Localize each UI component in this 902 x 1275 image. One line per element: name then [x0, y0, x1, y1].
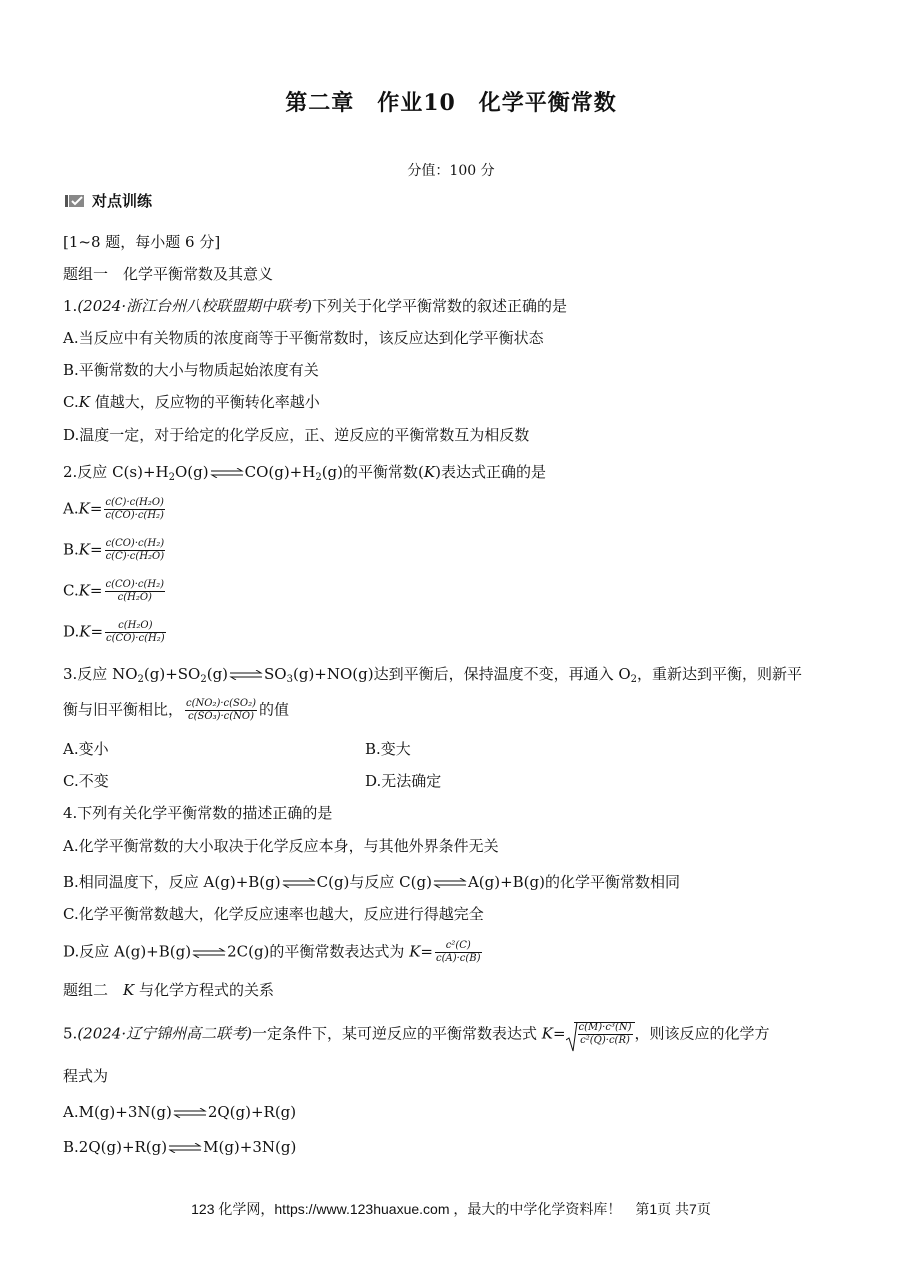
q5-option-b: B.2Q(g)+R(g) M(g)+3N(g) — [63, 1138, 297, 1156]
equilibrium-arrow-icon — [192, 948, 226, 958]
group1-title: 题组一 化学平衡常数及其意义 — [63, 265, 274, 283]
fraction: $\frac{\text{c(CO)·c(H₂)}}{\text{c(C)·c(H₂O)}}$ — [105, 538, 165, 562]
group2-title: 题组二 K 与化学方程式的关系 — [63, 981, 275, 999]
equilibrium-arrow-icon — [210, 468, 244, 478]
q2-option-d: D.K= $\frac{\text{c(H₂O)}}{\text{c(CO)·c(H₂)}}$ — [63, 620, 165, 644]
score-line: 分值：100 分 — [407, 163, 495, 179]
square-root — [566, 1022, 635, 1047]
q5-source: (2024·辽宁锦州高二联考) — [77, 1024, 252, 1043]
equilibrium-arrow-icon — [229, 670, 263, 680]
fraction: $\frac{\text{c(C)·c(H₂O)}}{\text{c(CO)·c(H₂)}}$ — [105, 497, 164, 521]
q2-option-b: B.K= $\frac{\text{c(CO)·c(H₂)}}{\text{c(C)·c(H₂O)}}$ — [63, 538, 165, 562]
section-title: 对点训练 — [92, 192, 153, 210]
section-header — [64, 190, 152, 211]
equilibrium-arrow-icon — [282, 878, 316, 888]
q4-option-d: D.反应 A(g)+B(g) 2C(g)的平衡常数表达式为 K= $\frac{\text{c²(C)}}{c(A)\cdot c(B)}$ — [63, 940, 481, 964]
q3-stem-line1: 3.反应 $NO_2(g)+SO_2(g)$ $SO_3(g)+NO(g)$达到平衡后，保持温度不变，再通入 $O_2$，重新达到平衡，则新平 — [63, 665, 803, 685]
q1-source: (2024·浙江台州八校联盟期中联考) — [77, 297, 312, 315]
q4-option-a: A.化学平衡常数的大小取决于化学反应本身，与其他外界条件无关 — [63, 837, 499, 855]
fraction: $\frac{\text{c(NO₂)·c(SO₂)}}{\text{c(SO₃)·c(NO)}}$ — [186, 698, 257, 722]
q4-stem: 4.下列有关化学平衡常数的描述正确的是 — [63, 804, 333, 822]
q1-option-a: A.当反应中有关物质的浓度商等于平衡常数时，该反应达到化学平衡状态 — [63, 329, 544, 347]
fraction: $\frac{\text{c(H₂O)}}{\text{c(CO)·c(H₂)}}$ — [106, 620, 165, 644]
q3-options-row1: A.变小 B.变大 — [63, 740, 411, 758]
q4-option-c: C.化学平衡常数越大，化学反应速率也越大，反应进行得越完全 — [63, 905, 484, 923]
q5-stem-line1: 5.(2024·辽宁锦州高二联考)一定条件下，某可逆反应的平衡常数表达式 K= $\frac{\text{c(M)·c³(N)}}{\text{c²(Q)·c(R)}}$ ，则该反应的化学方 — [63, 1022, 770, 1047]
page-title: 第二章 作业10 化学平衡常数 — [285, 90, 617, 116]
fraction: $\frac{\text{c(CO)·c(H₂)}}{\text{c(H₂O)}}$ — [105, 579, 165, 603]
fraction: $\frac{\text{c²(C)}}{c(A)\cdot c(B)}$ — [435, 940, 481, 964]
checklist-icon — [64, 193, 86, 209]
q5-stem-line2: 程式为 — [63, 1067, 109, 1085]
equilibrium-arrow-icon — [173, 1108, 207, 1118]
instructions: [1~8 题，每小题 6 分] — [63, 233, 221, 251]
q3-stem-line2: 衡与旧平衡相比， $\frac{\text{c(NO₂)·c(SO₂)}}{\text{c(SO₃)·c(NO)}}$ 的值 — [63, 698, 290, 722]
q4-option-b: B.相同温度下，反应 A(g)+B(g) C(g)与反应 C(g) A(g)+B(g)的化学平衡常数相同 — [63, 873, 680, 891]
q1-option-c: C.K 值越大，反应物的平衡转化率越小 — [63, 393, 320, 411]
q1-option-d: D.温度一定，对于给定的化学反应，正、逆反应的平衡常数互为相反数 — [63, 426, 530, 444]
q2-stem: 2.反应 $C(s)+H_2O(g)$ $CO(g)+H_2(g)$的平衡常数(K)表达式正确的是 — [63, 463, 546, 483]
q1-option-b: B.平衡常数的大小与物质起始浓度有关 — [63, 361, 319, 379]
q2-option-a: A.K= $\frac{\text{c(C)·c(H₂O)}}{\text{c(CO)·c(H₂)}}$ — [63, 497, 164, 521]
equilibrium-arrow-icon — [168, 1143, 202, 1153]
fraction: $\frac{\text{c(M)·c³(N)}}{\text{c²(Q)·c(R)}}$ — [578, 1022, 632, 1046]
q3-options-row2: C.不变 D.无法确定 — [63, 772, 442, 790]
q5-option-a: A.M(g)+3N(g) 2Q(g)+R(g) — [63, 1103, 297, 1121]
q2-option-c: C.K= $\frac{\text{c(CO)·c(H₂)}}{\text{c(H₂O)}}$ — [63, 579, 165, 603]
equilibrium-arrow-icon — [433, 878, 467, 888]
page-footer: 123 化学网，https://www.123huaxue.com ，最大的中学化学资料库！ 第1页 共7页 — [191, 1201, 711, 1217]
q1-stem: 1.(2024·浙江台州八校联盟期中联考)下列关于化学平衡常数的叙述正确的是 — [63, 297, 567, 315]
